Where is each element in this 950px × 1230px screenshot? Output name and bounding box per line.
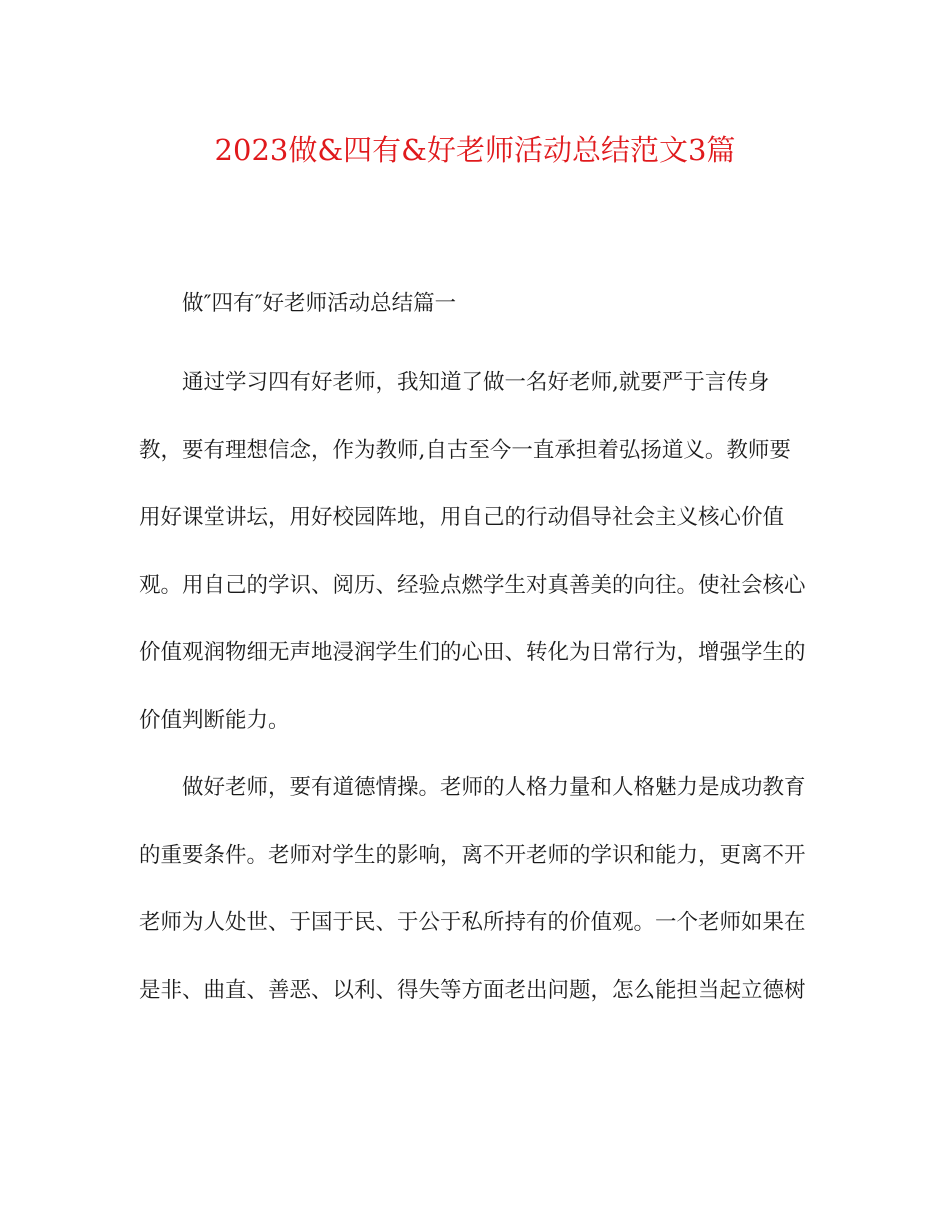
section-heading: 做″四有″好老师活动总结篇一 xyxy=(182,291,457,316)
paragraph-line: 老师为人处世、于国于民、于公于私所持有的价值观。一个老师如果在 xyxy=(139,910,806,935)
paragraph-line: 教，要有理想信念，作为教师,自古至今一直承担着弘扬道义。教师要 xyxy=(139,437,791,463)
document-title: 2023做&四有&好老师活动总结范文3篇 xyxy=(214,133,736,167)
paragraph-line: 通过学习四有好老师，我知道了做一名好老师,就要严于言传身 xyxy=(182,370,770,395)
paragraph-1 xyxy=(139,349,829,754)
paragraph-line: 价值判断能力。 xyxy=(139,707,290,733)
section-heading-block xyxy=(139,270,829,338)
paragraph-line: 做好老师，要有道德情操。老师的人格力量和人格魅力是成功教育 xyxy=(182,775,806,800)
paragraph-line: 价值观润物细无声地浸润学生们的心田、转化为日常行为，增强学生的 xyxy=(139,640,806,665)
paragraph-2 xyxy=(139,754,829,1024)
paragraph-line: 是非、曲直、善恶、以利、得失等方面老出问题，怎么能担当起立德树 xyxy=(139,977,806,1003)
paragraph-line: 观。用自己的学识、阅历、经验点燃学生对真善美的向往。使社会核心 xyxy=(139,572,806,598)
paragraph-line: 用好课堂讲坛，用好校园阵地，用自己的行动倡导社会主义核心价值 xyxy=(139,505,785,530)
paragraph-line: 的重要条件。老师对学生的影响，离不开老师的学识和能力，更离不开 xyxy=(139,842,806,868)
